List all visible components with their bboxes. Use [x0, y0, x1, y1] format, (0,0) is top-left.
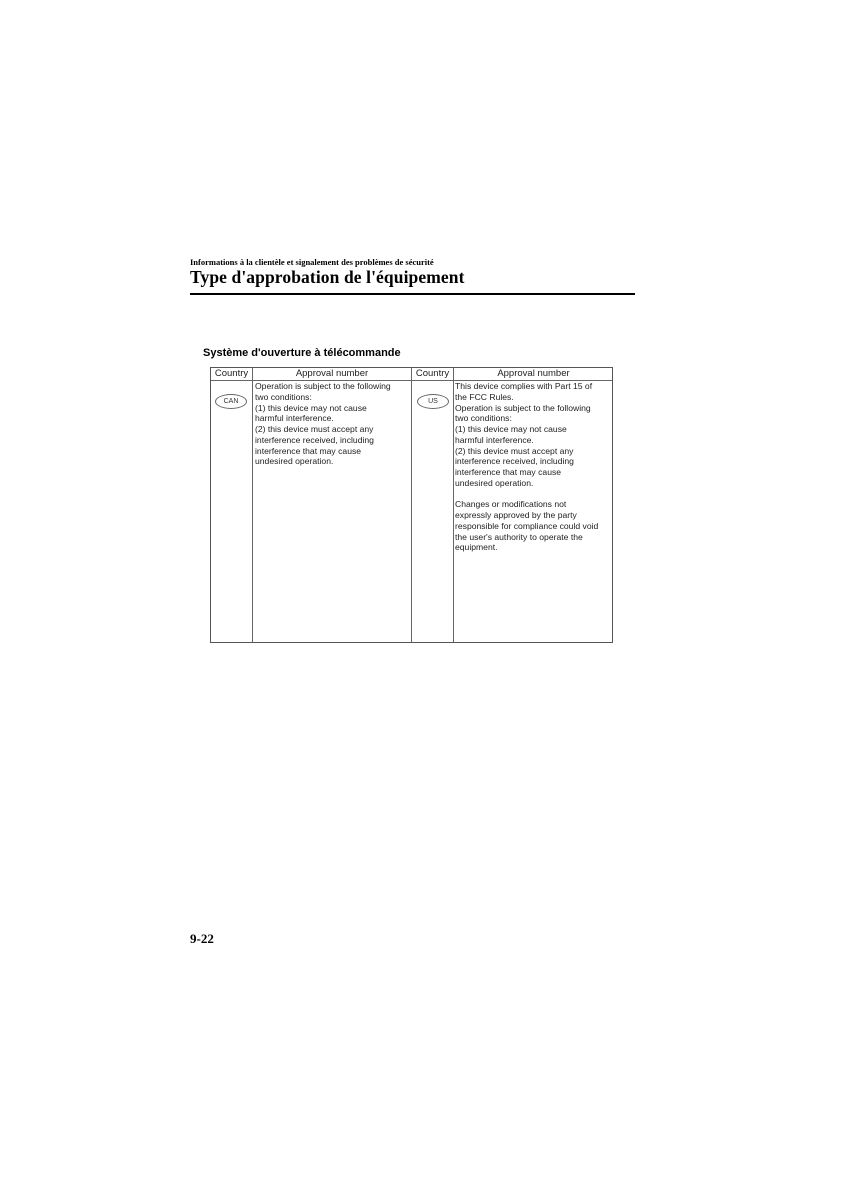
title-rule [190, 293, 635, 295]
section-title: Type d'approbation de l'équipement [190, 267, 465, 287]
column-divider [411, 368, 412, 642]
header-country: Country [415, 368, 450, 379]
header-country: Country [214, 368, 249, 379]
approval-text-us: This device complies with Part 15 of the FCC Rules. Operation is subject to the following two conditions: (1) this device may not cause harmful interference. (2) this device must accept any interference received, including interference that may cause undesired operation. Changes or modifications not expressly approved by the party responsible for compliance could void the user's authority to operate the equipment. [455, 381, 599, 553]
country-badge-can: CAN [215, 394, 247, 409]
header-approval-number: Approval number [295, 368, 369, 379]
header-approval-number: Approval number [497, 368, 570, 379]
running-header: Informations à la clientèle et signalement des problèmes de sécurité [190, 257, 434, 267]
page-number: 9-22 [190, 931, 214, 946]
approval-table [210, 367, 613, 643]
country-badge-us: US [417, 394, 449, 409]
column-divider [252, 368, 253, 642]
approval-text-can: Operation is subject to the following two conditions: (1) this device may not cause harmful interference. (2) this device must accept any interference received, including interference that may cause undesired operation. [255, 381, 391, 467]
column-divider [453, 368, 454, 642]
subsection-title: Système d'ouverture à télécommande [203, 347, 401, 359]
